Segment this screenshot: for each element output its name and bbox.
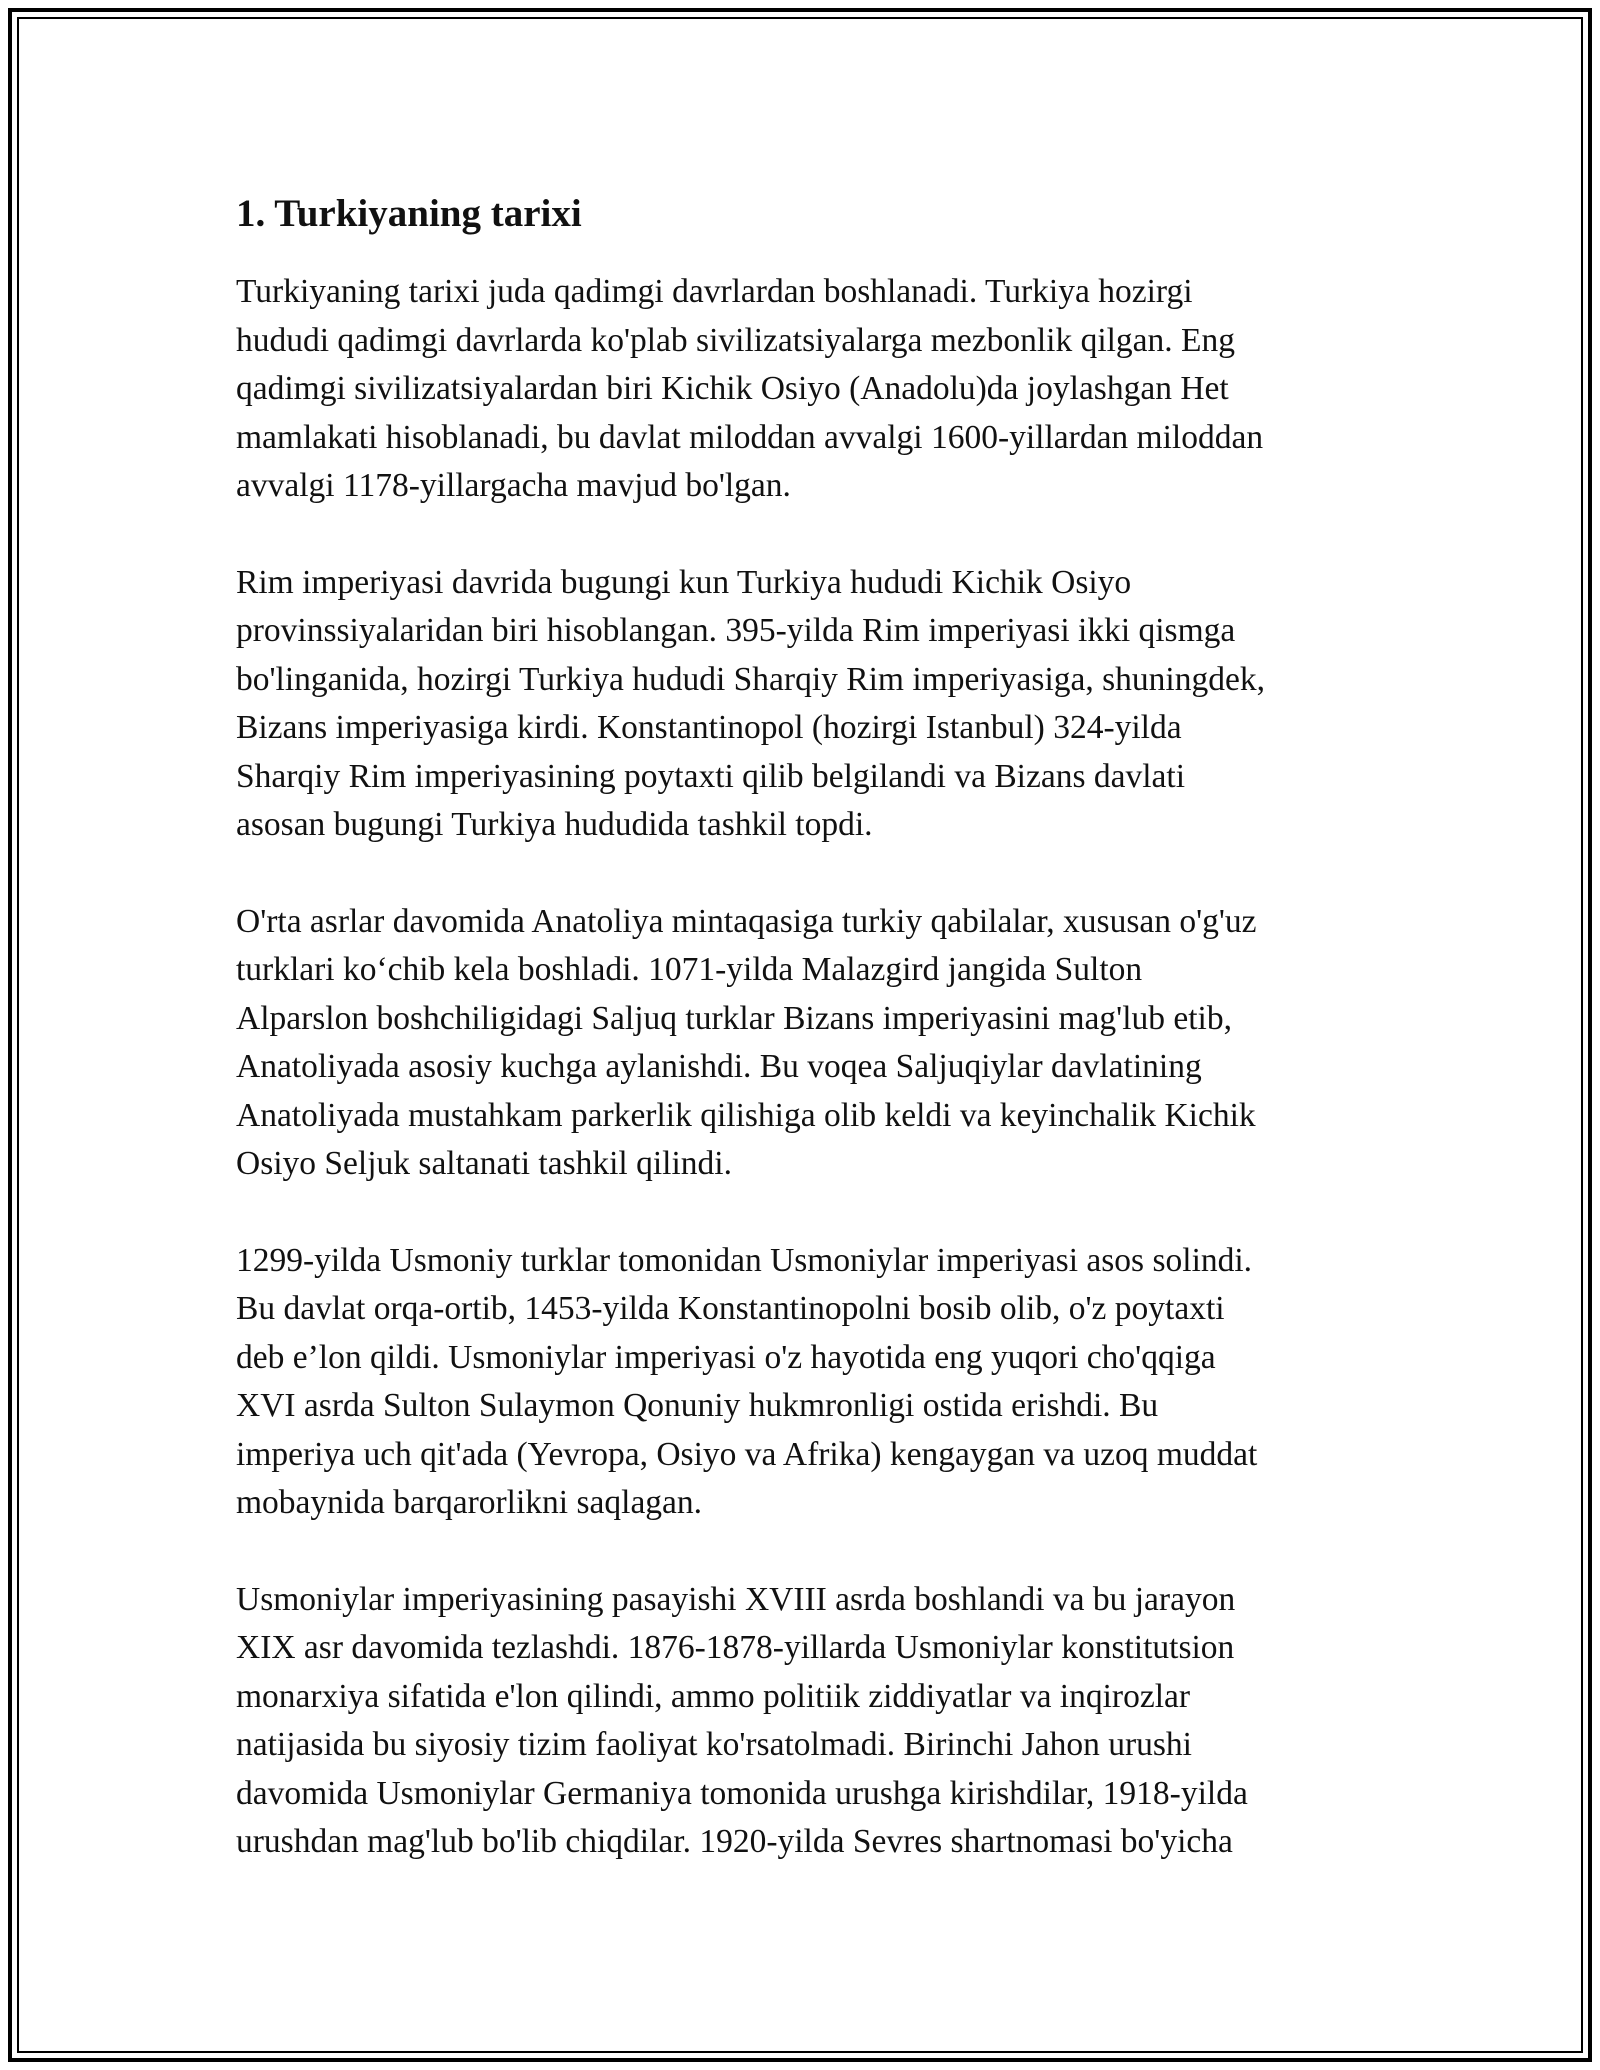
paragraph-line: qadimgi sivilizatsiyalardan biri Kichik Osiyo (Anadolu)da joylashgan Het <box>236 370 1229 407</box>
paragraph-line: provinssiyalaridan biri hisoblangan. 395-yilda Rim imperiyasi ikki qismga <box>236 612 1236 649</box>
paragraph-line: Rim imperiyasi davrida bugungi kun Turkiya hududi Kichik Osiyo <box>236 563 1132 601</box>
section-heading: 1. Turkiyaning tarixi <box>236 192 582 235</box>
paragraph-line: Anatoliyada asosiy kuchga aylanishdi. Bu voqea Saljuqiylar davlatining <box>236 1048 1202 1085</box>
paragraph-line: asosan bugungi Turkiya hududida tashkil topdi. <box>236 806 873 843</box>
paragraph-line: turklari ko‘chib kela boshladi. 1071-yilda Malazgird jangida Sulton <box>236 951 1143 988</box>
paragraph-line: avvalgi 1178-yillargacha mavjud bo'lgan. <box>236 467 791 504</box>
paragraph-line: imperiya uch qit'ada (Yevropa, Osiyo va Afrika) kengaygan va uzoq muddat <box>236 1435 1258 1473</box>
document-body <box>236 188 1366 1915</box>
paragraph-line: Osiyo Seljuk saltanati tashkil qilindi. <box>236 1145 732 1182</box>
paragraph-line: monarxiya sifatida e'lon qilindi, ammo politiik ziddiyatlar va inqirozlar <box>236 1677 1191 1715</box>
paragraph-line: Sharqiy Rim imperiyasining poytaxti qilib belgilandi va Bizans davlati <box>236 757 1186 795</box>
paragraph-line: Bizans imperiyasiga kirdi. Konstantinopol (hozirgi Istanbul) 324-yilda <box>236 709 1182 746</box>
paragraph-line: urushdan mag'lub bo'lib chiqdilar. 1920-yilda Sevres shartnomasi bo'yicha <box>236 1823 1233 1860</box>
paragraph-line: 1299-yilda Usmoniy turklar tomonidan Usmoniylar imperiyasi asos solindi. <box>236 1241 1253 1279</box>
paragraph-line: hududi qadimgi davrlarda ko'plab sivilizatsiyalarga mezbonlik qilgan. Eng <box>236 321 1236 359</box>
paragraph-line: mobaynida barqarorlikni saqlagan. <box>236 1484 703 1521</box>
paragraph-line: XIX asr davomida tezlashdi. 1876-1878-yillarda Usmoniylar konstitutsion <box>236 1629 1235 1666</box>
paragraph-4 <box>236 1237 1366 1528</box>
paragraph-line: Alparslon boshchiligidagi Saljuq turklar Bizans imperiyasini mag'lub etib, <box>236 999 1232 1037</box>
paragraph-line: Turkiyaning tarixi juda qadimgi davrlardan boshlanadi. Turkiya hozirgi <box>236 273 1193 310</box>
paragraph-3 <box>236 898 1366 1189</box>
paragraph-line: Anatoliyada mustahkam parkerlik qilishiga olib keldi va keyinchalik Kichik <box>236 1096 1256 1134</box>
paragraph-line: davomida Usmoniylar Germaniya tomonida urushga kirishdilar, 1918-yilda <box>236 1774 1248 1812</box>
paragraph-line: O'rta asrlar davomida Anatoliya mintaqasiga turkiy qabilalar, xususan o'g'uz <box>236 902 1257 940</box>
paragraph-line: deb e’lon qildi. Usmoniylar imperiyasi o'z hayotida eng yuqori cho'qqiga <box>236 1338 1216 1376</box>
paragraph-1 <box>236 268 1366 511</box>
paragraph-line: bo'linganida, hozirgi Turkiya hududi Sharqiy Rim imperiyasiga, shuningdek, <box>236 660 1265 698</box>
paragraph-2 <box>236 559 1366 850</box>
paragraph-5 <box>236 1576 1366 1867</box>
paragraph-line: XVI asrda Sulton Sulaymon Qonuniy hukmronligi ostida erishdi. Bu <box>236 1387 1159 1424</box>
paragraph-line: mamlakati hisoblanadi, bu davlat miloddan avvalgi 1600-yillardan miloddan <box>236 418 1264 456</box>
paragraph-line: Bu davlat orqa-ortib, 1453-yilda Konstantinopolni bosib olib, o'z poytaxti <box>236 1290 1225 1327</box>
paragraph-line: natijasida bu siyosiy tizim faoliyat ko'rsatolmadi. Birinchi Jahon urushi <box>236 1726 1192 1763</box>
paragraph-line: Usmoniylar imperiyasining pasayishi XVIII asrda boshlandi va bu jarayon <box>236 1580 1236 1618</box>
